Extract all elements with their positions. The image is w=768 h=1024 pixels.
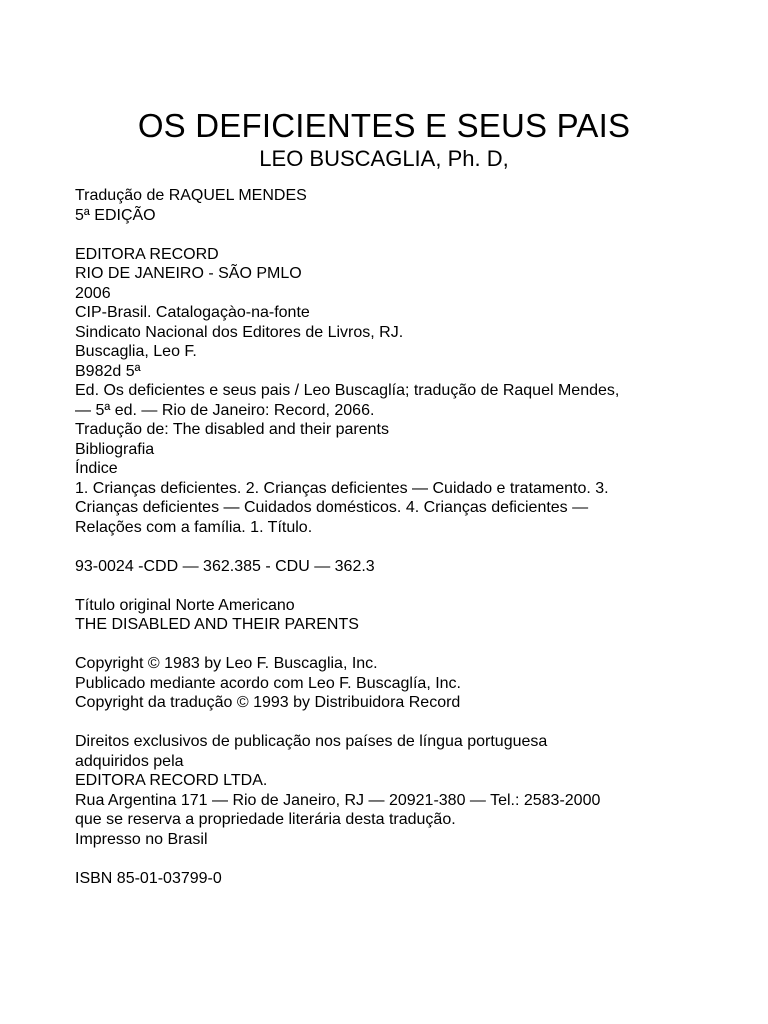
spacer: [75, 635, 715, 655]
rights-line: Direitos exclusivos de publicação nos países de língua portuguesa: [75, 733, 548, 750]
cip-line: Tradução de: The disabled and their parents: [75, 421, 389, 438]
spacer: [75, 849, 715, 869]
copyright-line: Publicado mediante acordo com Leo F. Buscaglía, Inc.: [75, 674, 461, 692]
classification-codes: 93-0024 -CDD — 362.385 - CDU — 362.3: [75, 557, 375, 575]
cip-line: 1. Crianças deficientes. 2. Crianças deficientes — Cuidado e tratamento. 3.: [75, 479, 609, 497]
cip-line: — 5ª ed. — Rio de Janeiro: Record, 2066.: [75, 401, 375, 419]
rights-line: Impresso no Brasil: [75, 830, 208, 848]
edition-number: 5ª EDIÇÃO: [75, 206, 156, 224]
cip-line: Buscaglia, Leo F.: [75, 343, 197, 360]
spacer: [75, 713, 715, 733]
rights-line: EDITORA RECORD LTDA.: [75, 772, 268, 789]
spacer: [75, 537, 715, 557]
publisher-name: EDITORA RECORD: [75, 245, 219, 263]
copyright-line: Copyright da tradução © 1993 by Distribuidora Record: [75, 694, 461, 711]
spacer: [75, 576, 715, 596]
original-title: THE DISABLED AND THEIR PARENTS: [75, 616, 359, 633]
book-author: LEO BUSCAGLIA, Ph. D,: [259, 146, 509, 171]
cip-line: Índice: [75, 460, 118, 477]
copyright-page-body: [75, 186, 715, 888]
publication-year: 2006: [75, 284, 111, 302]
cip-line: Crianças deficientes — Cuidados domésticos. 4. Crianças deficientes —: [75, 499, 589, 516]
cip-line: CIP-Brasil. Catalogaçào-na-fonte: [75, 304, 310, 321]
spacer: [75, 225, 715, 245]
rights-line: Rua Argentina 171 — Rio de Janeiro, RJ — 20921-380 — Tel.: 2583-2000: [75, 791, 601, 809]
book-title: OS DEFICIENTES E SEUS PAIS: [137, 107, 631, 144]
copyright-line: Copyright © 1983 by Leo F. Buscaglia, Inc.: [75, 655, 378, 672]
cip-line: Ed. Os deficientes e seus pais / Leo Buscaglía; tradução de Raquel Mendes,: [75, 382, 620, 399]
cip-line: Relações com a família. 1. Título.: [75, 518, 313, 536]
isbn: ISBN 85-01-03799-0: [75, 869, 222, 887]
rights-line: adquiridos pela: [75, 752, 184, 770]
cip-line: Bibliografia: [75, 440, 155, 458]
translation-credit: Tradução de RAQUEL MENDES: [75, 187, 307, 204]
publisher-city: RIO DE JANEIRO - SÃO PMLO: [75, 265, 302, 282]
rights-line: que se reserva a propriedade literária desta tradução.: [75, 811, 456, 828]
cip-line: B982d 5ª: [75, 362, 141, 380]
cip-line: Sindicato Nacional dos Editores de Livros, RJ.: [75, 323, 404, 341]
original-title-label: Título original Norte Americano: [75, 596, 295, 614]
